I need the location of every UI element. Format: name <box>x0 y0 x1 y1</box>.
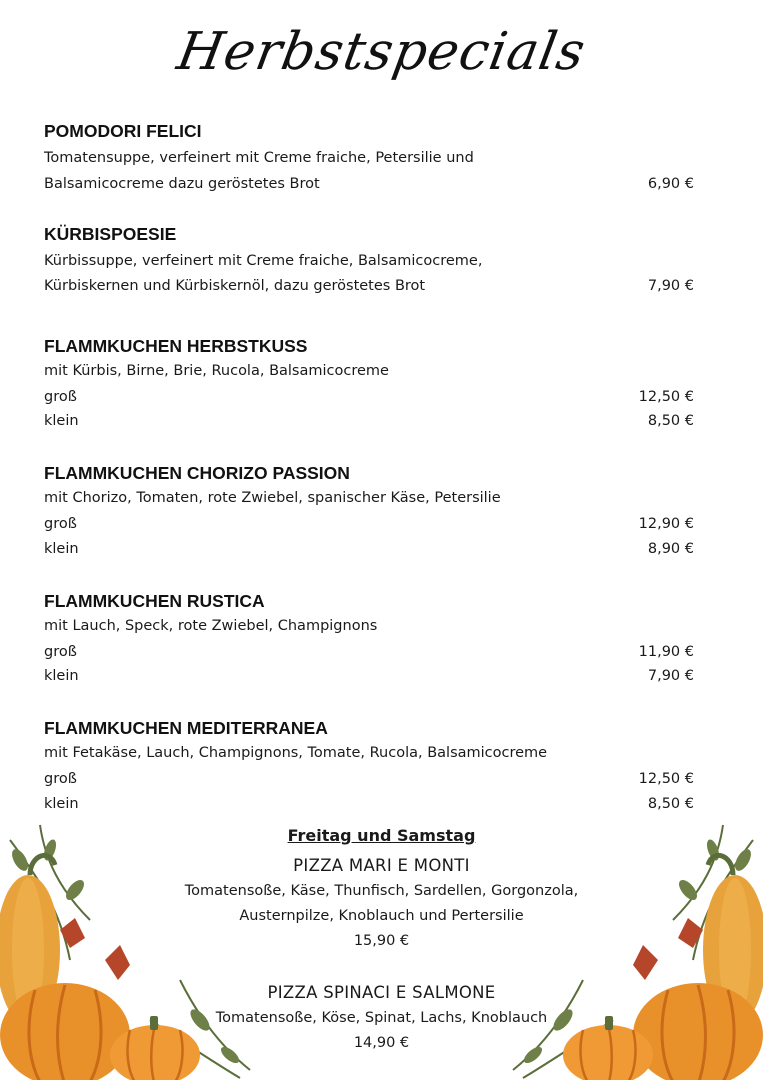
size-label-gross: groß <box>44 771 77 787</box>
pizza-description-line: Austernpilze, Knoblauch und Pertersilie <box>239 908 524 924</box>
item-title-kuerbispoesie: KÜRBISPOESIE <box>44 224 177 244</box>
page-title: Herbstspecials <box>172 22 591 82</box>
pizza-title-mari-e-monti: PIZZA MARI E MONTI <box>293 856 470 875</box>
item-description: mit Lauch, Speck, rote Zwiebel, Champignons <box>44 618 378 634</box>
size-label-klein: klein <box>44 413 79 429</box>
item-price: 6,90 € <box>647 176 694 192</box>
pizza-description-line: Tomatensoße, Köse, Spinat, Lachs, Knoblauch <box>215 1010 548 1026</box>
item-description-line: Kürbiskernen und Kürbiskernöl, dazu geröstetes Brot <box>44 278 426 294</box>
price-gross: 12,50 € <box>638 771 694 787</box>
item-title-flammkuchen-mediterranea: FLAMMKUCHEN MEDITERRANEA <box>44 718 328 738</box>
size-label-klein: klein <box>44 668 79 684</box>
item-price: 7,90 € <box>647 278 694 294</box>
pizza-title-spinaci-e-salmone: PIZZA SPINACI E SALMONE <box>267 983 496 1002</box>
item-description-line: Tomatensuppe, verfeinert mit Creme fraiche, Petersilie und <box>44 150 474 166</box>
size-label-gross: groß <box>44 644 77 660</box>
item-description: mit Chorizo, Tomaten, rote Zwiebel, spanischer Käse, Petersilie <box>44 490 501 506</box>
item-title-pomodori-felici: POMODORI FELICI <box>44 121 202 141</box>
price-klein: 7,90 € <box>647 668 694 684</box>
pizza-description-line: Tomatensoße, Käse, Thunfisch, Sardellen, Gorgonzola, <box>184 883 579 899</box>
price-klein: 8,50 € <box>647 413 694 429</box>
item-title-flammkuchen-herbstkuss: FLAMMKUCHEN HERBSTKUSS <box>44 336 308 356</box>
autumn-pumpkin-decoration-right <box>503 820 763 1080</box>
size-label-klein: klein <box>44 541 79 557</box>
item-description: mit Kürbis, Birne, Brie, Rucola, Balsamicocreme <box>44 363 389 379</box>
price-gross: 12,50 € <box>638 389 694 405</box>
pizza-price: 15,90 € <box>353 933 410 949</box>
pizza-price: 14,90 € <box>353 1035 410 1051</box>
item-description-line: Balsamicocreme dazu geröstetes Brot <box>44 176 320 192</box>
weekend-heading: Freitag und Samstag <box>287 826 476 845</box>
item-description: mit Fetakäse, Lauch, Champignons, Tomate, Rucola, Balsamicocreme <box>44 745 548 761</box>
item-title-flammkuchen-chorizo-passion: FLAMMKUCHEN CHORIZO PASSION <box>44 463 350 483</box>
price-klein: 8,90 € <box>647 541 694 557</box>
item-description-line: Kürbissuppe, verfeinert mit Creme fraiche, Balsamicocreme, <box>44 253 483 269</box>
price-gross: 11,90 € <box>638 644 694 660</box>
item-title-flammkuchen-rustica: FLAMMKUCHEN RUSTICA <box>44 591 265 611</box>
price-gross: 12,90 € <box>638 516 694 532</box>
size-label-gross: groß <box>44 516 77 532</box>
price-klein: 8,50 € <box>647 796 694 812</box>
size-label-klein: klein <box>44 796 79 812</box>
autumn-pumpkin-decoration-left <box>0 820 260 1080</box>
size-label-gross: groß <box>44 389 77 405</box>
